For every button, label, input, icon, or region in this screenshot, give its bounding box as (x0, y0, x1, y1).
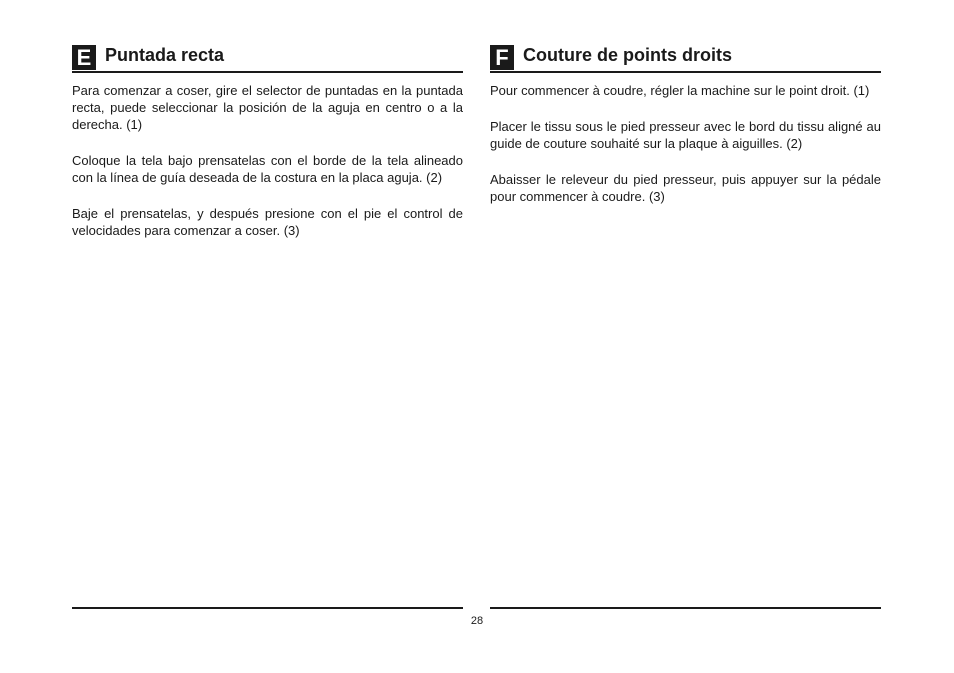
section-title-french: Couture de points droits (523, 45, 732, 65)
footer-divider-left (72, 607, 463, 609)
paragraph-list-french (490, 82, 881, 205)
section-header-spanish (72, 44, 463, 73)
section-header-french (490, 44, 881, 73)
paragraph: Placer le tissu sous le pied presseur avec le bord du tissu aligné au guide de couture souhaité sur la plaque à aiguilles. (2) (490, 119, 881, 151)
paragraph: Coloque la tela bajo prensatelas con el borde de la tela alineado con la línea de guía deseada de la costura en la placa aguja. (2) (72, 153, 463, 185)
french-section (490, 44, 881, 224)
paragraph: Abaisser le releveur du pied presseur, puis appuyer sur la pédale pour commencer à coudre. (3) (490, 172, 881, 204)
paragraph: Pour commencer à coudre, régler la machine sur le point droit. (1) (490, 83, 870, 98)
language-badge-e: E (72, 45, 96, 70)
footer-divider-right (490, 607, 881, 609)
spanish-section (72, 44, 463, 258)
paragraph: Baje el prensatelas, y después presione con el pie el control de velocidades para comenzar a coser. (3) (72, 206, 463, 238)
section-title-spanish: Puntada recta (105, 45, 225, 65)
paragraph: Para comenzar a coser, gire el selector de puntadas en la puntada recta, puede seleccionar la posición de la aguja en centro o a la derecha. (1) (72, 83, 463, 132)
language-badge-f: F (490, 45, 514, 70)
paragraph-list-spanish (72, 82, 463, 239)
page-number: 28 (470, 615, 484, 627)
